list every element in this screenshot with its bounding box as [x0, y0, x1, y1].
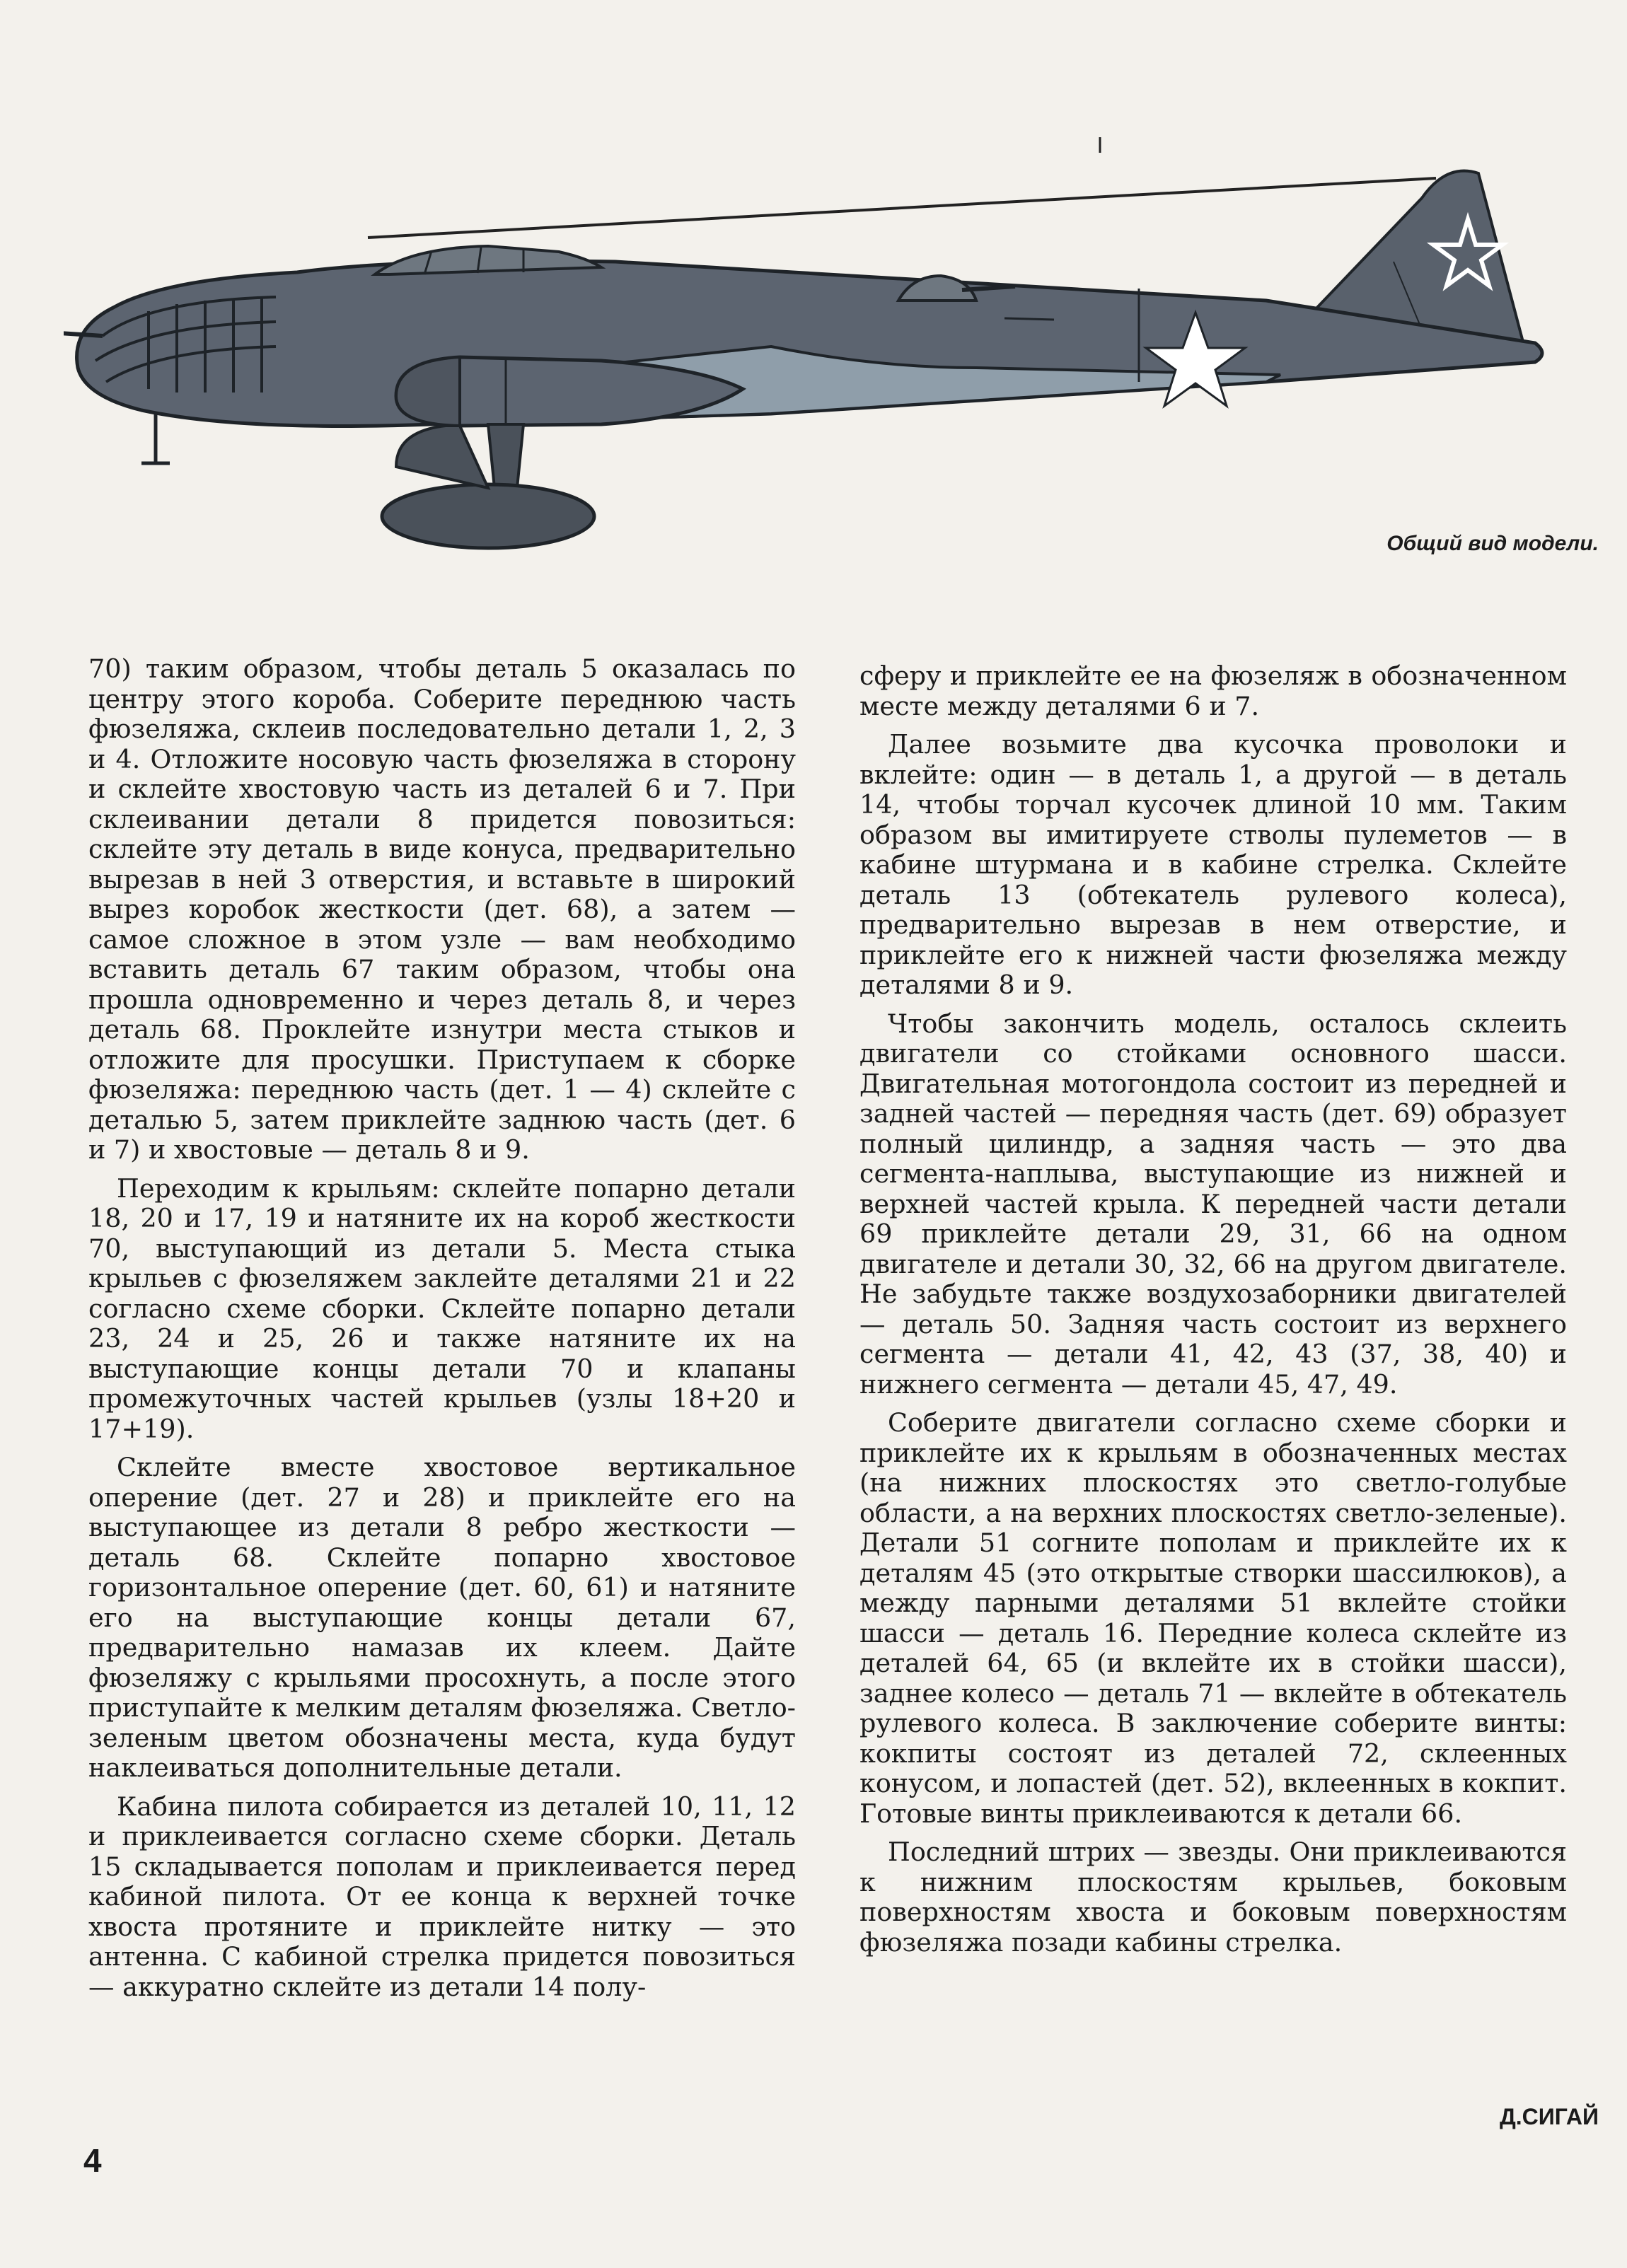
article-left-column: [88, 654, 796, 2011]
page-number: 4: [83, 2142, 102, 2179]
paragraph: Далее возьмите два кусочка проволоки и вклейте: один — в деталь 1, а другой — в деталь 14, чтобы торчал кусочек длиной 10 мм. Таким образом вы имитируете стволы пулеметов — в кабине штурмана и в кабине стрелка. Склейте деталь 13 (обтекатель рулевого колеса), предварительно вырезав в нем отверстие, и приклейте его к нижней части фюзеляжа между деталями 8 и 9.: [859, 729, 1567, 1000]
panel-line: [1004, 318, 1054, 320]
paragraph: Кабина пилота собирается из деталей 10, 11, 12 и приклеивается согласно схеме сборки. Деталь 15 складывается пополам и приклеивается перед кабиной пилота. От ее конца к верхней точке хвоста протяните и приклейте нитку — это антенна. С кабиной стрелка придется повозиться — аккуратно склейте из детали 14 полу-: [88, 1791, 796, 2002]
figure-caption: Общий вид модели.: [1386, 532, 1599, 555]
article-right-column: [859, 661, 1567, 1966]
paragraph: Переходим к крыльям: склейте попарно детали 18, 20 и 17, 19 и натяните их на короб жесткости 70, выступающий из детали 5. Места стыка крыльев с фюзеляжем заклейте деталями 21 и 22 согласно схеме сборки. Склейте попарно детали 23, 24 и 25, 26 и также натяните их на выступающие концы детали 70 и клапаны промежуточных частей крыльев (узлы 18+20 и 17+19).: [88, 1173, 796, 1444]
aircraft-illustration: [64, 134, 1613, 587]
aircraft-drawing: [64, 134, 1613, 587]
main-wheel: [382, 484, 594, 548]
author-signature: Д.СИГАЙ: [1499, 2104, 1599, 2129]
paragraph: сферу и приклейте ее на фюзеляж в обозначенном месте между деталями 6 и 7.: [859, 661, 1567, 721]
paragraph: Чтобы закончить модель, осталось склеить двигатели со стойками основного шасси. Двигательная мотогондола состоит из передней и задней частей — передняя часть (дет. 69) образует полный цилиндр, а задняя часть — это два сегмента-наплыва, выступающие из нижней и верхней частей крыла. К передней части детали 69 приклейте детали 29, 31, 66 на одном двигателе и детали 30, 32, 66 на другом двигателе. Не забудьте также воздухозаборники двигателей — деталь 50. Задняя часть состоит из верхнего сегмента — детали 41, 42, 43 (37, 38, 40) и нижнего сегмента — детали 45, 47, 49.: [859, 1008, 1567, 1400]
antenna-wire: [368, 178, 1436, 238]
paragraph: Последний штрих — звезды. Они приклеиваются к нижним плоскостям крыльев, боковым поверхностям хвоста и боковым поверхностям фюзеляжа позади кабины стрелка.: [859, 1837, 1567, 1958]
paragraph: Склейте вместе хвостовое вертикальное оперение (дет. 27 и 28) и приклейте его на выступающее из детали 8 ребро жесткости — деталь 68. Склейте попарно хвостовое горизонтальное оперение (дет. 60, 61) и натяните его на выступающие концы детали 67, предварительно намазав их клеем. Дайте фюзеляжу с крыльями просохнуть, а после этого приступайте к мелким деталям фюзеляжа. Светло-зеленым цветом обозначены места, куда будут наклеиваться дополнительные детали.: [88, 1452, 796, 1783]
paragraph: Соберите двигатели согласно схеме сборки и приклейте их к крыльям в обозначенных местах (на нижних плоскостях это светло-голубые области, а на верхних плоскостях светло-зеленые). Детали 51 согните пополам и приклейте их к деталям 45 (это открытые створки шассилюков), а между парными деталями 51 вклейте стойки шасси — деталь 16. Передние колеса склейте из деталей 64, 65 (и вклейте их в стойки шасси), заднее колесо — деталь 71 — вклейте в обтекатель рулевого колеса. В заключение соберите винты: кокпиты состоят из деталей 72, склеенных конусом, и лопастей (дет. 52), вклеенных в кокпит. Готовые винты приклеиваются к детали 66.: [859, 1407, 1567, 1829]
gear-door: [396, 426, 488, 488]
paragraph: 70) таким образом, чтобы деталь 5 оказалась по центру этого короба. Соберите переднюю часть фюзеляжа, склеив последовательно детали 1, 2, 3 и 4. Отложите носовую часть фюзеляжа в сторону и склейте хвостовую часть из деталей 6 и 7. При склеивании детали 8 придется повозиться: склейте эту деталь в виде конуса, предварительно вырезав в ней 3 отверстия, и вставьте в широкий вырез коробок жесткости (дет. 68), а затем — самое сложное в этом узле — вам необходимо вставить деталь 67 таким образом, чтобы она прошла одновременно и через деталь 8, и через деталь 68. Проклейте изнутри места стыков и отложите для просушки. Приступаем к сборке фюзеляжа: переднюю часть (дет. 1 — 4) склейте с деталью 5, затем приклейте заднюю часть (дет. 6 и 7) и хвостовые — деталь 8 и 9.: [88, 653, 796, 1165]
